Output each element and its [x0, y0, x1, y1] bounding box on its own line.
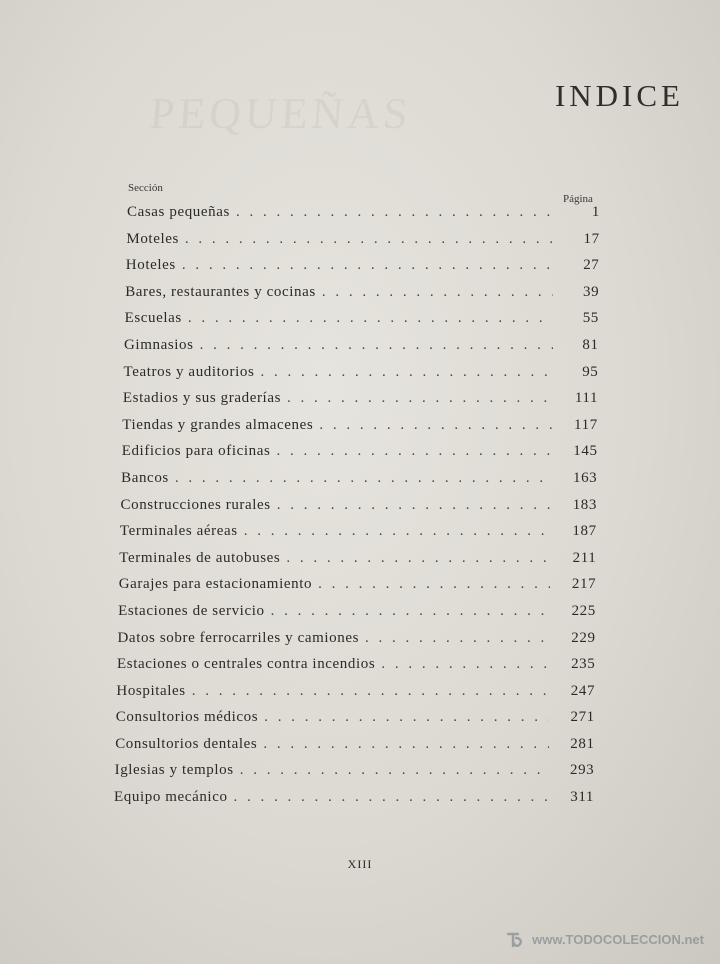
- toc-dot-leader: [287, 390, 552, 407]
- show-through-text: PEQUEÑAS: [148, 89, 414, 138]
- toc-entry-label: Garajes para estacionamiento: [118, 576, 313, 593]
- toc-dot-leader: [319, 417, 551, 434]
- toc-entry-label: Consultorios médicos: [115, 709, 259, 726]
- toc-entry-label: Construcciones rurales: [120, 496, 271, 513]
- toc-entry-label: Consultorios dentales: [115, 735, 258, 752]
- toc-dot-leader: [234, 789, 548, 806]
- toc-entry: [125, 284, 599, 306]
- toc-dot-leader: [185, 231, 554, 248]
- toc-entry-label: Estaciones de servicio: [118, 602, 265, 619]
- toc-entry-page: 229: [571, 629, 596, 646]
- toc-entry-page: 81: [582, 337, 599, 353]
- watermark-text: www.TODOCOLECCION.net: [532, 931, 704, 947]
- page-title: INDICE: [554, 78, 684, 113]
- toc-entry-label: Terminales aéreas: [119, 523, 238, 540]
- toc-entry-page: 111: [574, 390, 599, 407]
- toc-dot-leader: [182, 257, 554, 274]
- toc-dot-leader: [260, 364, 552, 381]
- toc-entry: [121, 470, 597, 492]
- toc-dot-leader: [381, 656, 549, 673]
- toc-entry-page: 27: [583, 257, 600, 274]
- toc-entry-page: 293: [569, 762, 595, 779]
- toc-entry: [117, 656, 595, 678]
- toc-dot-leader: [277, 497, 551, 514]
- toc-entry: [122, 443, 598, 465]
- toc-entry: [124, 364, 599, 386]
- toc-entry-page: 271: [570, 709, 595, 726]
- toc-entry-label: Datos sobre ferrocarriles y camiones: [117, 629, 360, 646]
- toc-entry: [123, 390, 598, 412]
- toc-entry-label: Casas pequeñas: [127, 204, 230, 220]
- toc-entry-label: Terminales de autobuses: [119, 549, 281, 566]
- toc-dot-leader: [322, 284, 553, 301]
- toc-entry-page: 225: [571, 602, 596, 619]
- toc-dot-leader: [271, 603, 550, 620]
- toc-dot-leader: [244, 523, 551, 540]
- toc-dot-leader: [175, 470, 551, 487]
- toc-dot-leader: [276, 443, 551, 460]
- toc-entry: [126, 257, 600, 279]
- toc-entry-label: Bares, restaurantes y cocinas: [125, 283, 316, 300]
- toc-dot-leader: [188, 310, 553, 327]
- toc-entry: [119, 576, 597, 598]
- toc-entry-page: 17: [583, 230, 600, 247]
- toc-entry: [120, 523, 597, 545]
- toc-entry-page: 39: [582, 283, 600, 300]
- toc-dot-leader: [200, 337, 553, 354]
- toc-entry-label: Gimnasios: [124, 337, 194, 353]
- watermark: [504, 928, 704, 950]
- toc-entry-page: 281: [570, 735, 595, 752]
- toc-entry: [127, 204, 600, 226]
- toc-entry-page: 187: [572, 523, 597, 540]
- toc-entry-page: 163: [572, 469, 598, 486]
- toc-entry-page: 183: [572, 496, 597, 513]
- toc-entry: [116, 709, 595, 731]
- toc-entry-label: Iglesias y templos: [114, 762, 234, 779]
- toc-entry: [119, 550, 596, 572]
- toc-entry-label: Bancos: [121, 469, 169, 486]
- toc-entry-label: Estaciones o centrales contra incendios: [117, 656, 376, 672]
- toc-entry: [115, 736, 594, 758]
- toc-entry: [114, 789, 594, 811]
- toc-entry-page: 311: [570, 789, 594, 805]
- toc-entry: [124, 337, 599, 359]
- toc-entry: [125, 310, 599, 332]
- toc-entry-page: 95: [582, 363, 599, 380]
- section-column-header: Sección: [128, 182, 163, 194]
- toc-dot-leader: [264, 709, 549, 726]
- toc-dot-leader: [192, 683, 549, 700]
- toc-entry-label: Tiendas y grandes almacenes: [122, 416, 314, 433]
- toc-entry: [126, 231, 599, 253]
- toc-entry-page: 247: [570, 682, 596, 699]
- toc-entry-page: 117: [574, 416, 598, 433]
- toc-entry: [118, 630, 596, 652]
- toc-entry-label: Hospitales: [116, 682, 186, 699]
- toc-dot-leader: [286, 550, 550, 567]
- toc-entry: [121, 497, 598, 519]
- toc-entry-page: 235: [571, 656, 596, 672]
- toc-dot-leader: [236, 204, 554, 221]
- toc-entry-label: Moteles: [126, 230, 179, 247]
- toc-dot-leader: [318, 576, 550, 593]
- toc-entry-page: 217: [571, 576, 597, 593]
- toc-entry-page: 211: [572, 549, 597, 566]
- toc-entry: [115, 762, 595, 784]
- toc-entry: [122, 417, 598, 439]
- toc-dot-leader: [240, 762, 549, 779]
- toc-entry-page: 55: [582, 310, 599, 327]
- toc-dot-leader: [365, 630, 550, 647]
- toc-entry: [116, 683, 595, 705]
- toc-entry-page: 1: [591, 204, 600, 220]
- page-column-header: Página: [563, 193, 593, 205]
- toc-entry-label: Equipo mecánico: [114, 789, 228, 805]
- toc-dot-leader: [263, 736, 548, 753]
- toc-entry-label: Estadios y sus graderías: [122, 390, 282, 407]
- page-folio: XIII: [347, 857, 373, 871]
- toc-entry-label: Teatros y auditorios: [123, 363, 255, 380]
- toc-entry-label: Edificios para oficinas: [121, 443, 271, 460]
- toc-entry-label: Hoteles: [125, 257, 176, 274]
- toc-entry-page: 145: [573, 443, 598, 460]
- toc-entry: [118, 603, 596, 625]
- watermark-logo-icon: [504, 928, 526, 950]
- toc-entry-label: Escuelas: [124, 310, 182, 327]
